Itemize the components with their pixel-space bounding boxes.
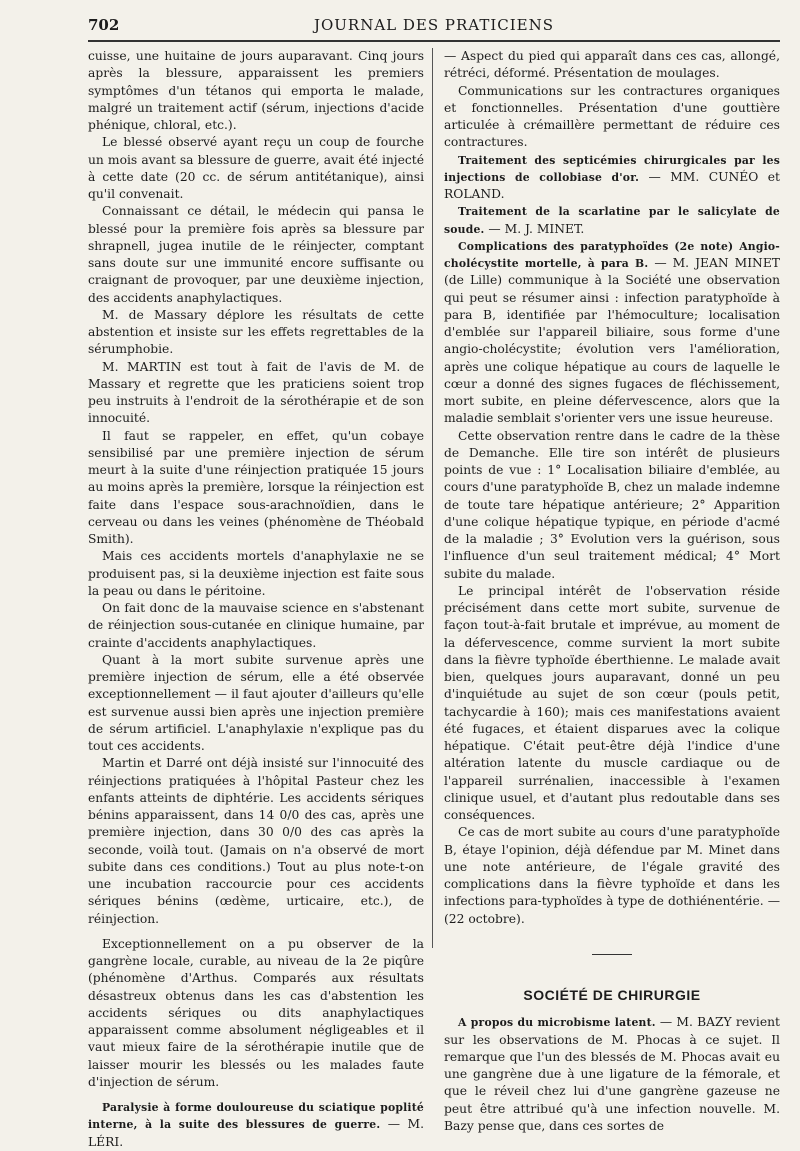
paragraph-text: Exceptionnellement on a pu observer de la gangrène locale, curable, au niveau de la 2e piqûre (phénomène d'Arthus. Comparés aux résultats désastreux obtenus dans les cas d'abstention les accidents sériques ou dits anaphylactiques apparaissent comme absolument négligeables et il vaut mieux faire de la sérothérapie inutile que de laisser mourir les blessés ou les malades faute d'injection de sérum. — [88, 936, 424, 1089]
communication-title: Traitement de la scarlatine par le salicylate de soude. — [444, 205, 780, 236]
communication-title: Paralysie à forme douloureuse du sciatique poplité interne, à la suite des blessures de guerre. — [88, 1101, 424, 1132]
right-paragraph — [444, 83, 780, 152]
right-paragraph — [444, 238, 780, 428]
left-paragraph — [88, 548, 424, 600]
paragraph-text: — Aspect du pied qui apparaît dans ces cas, allongé, rétréci, déformé. Présentation de moulages. — [444, 49, 780, 81]
left-paragraph — [88, 936, 424, 1091]
paragraph-text: On fait donc de la mauvaise science en s'abstenant de réinjection sous-cutanée en clinique humaine, par crainte d'accidents anaphylactiques. — [88, 601, 424, 650]
left-paragraph — [88, 134, 424, 203]
left-paragraph — [88, 48, 424, 134]
paragraph-text: Connaissant ce détail, le médecin qui pansa le blessé pour la première fois après sa blessure par shrapnell, jugea inutile de le réinjecter, comptant sans doute sur une immunité encore suffisante ou craignant de provoquer, par une deuxième injection, des accidents anaphylactiques. — [88, 204, 424, 305]
paragraph-text: Le blessé observé ayant reçu un coup de fourche un mois avant sa blessure de guerre, avait été injecté à cette date (20 cc. de sérum antitétanique), ainsi qu'il convenait. — [88, 135, 424, 201]
paragraph-text: Cette observation rentre dans le cadre de la thèse de Demanche. Elle tire son intérêt de plusieurs points de vue : 1° Localisation biliaire d'emblée, au cours d'une paratyphoïde B, chez un malade indemne de toute tare hépatique antérieure; 2° Apparition d'une colique hépatique typique, en période d'acmé de la maladie ; 3° Evolution vers la guérison, sous l'influence d'un seul traitement médical; 4° Mort subite du malade. — [444, 428, 780, 581]
paragraph-text: — M. BAZY revient sur les observations de M. Phocas à ce sujet. Il remarque que l'un des blessés de M. Phocas avait eu une gangrène due à une ligature de la fémorale, et que le réveil chez lui d'une gangrène gazeuse ne peut être attribué qu'à une infection nouvelle. M. Bazy pense que, dans ces sortes de — [444, 1015, 780, 1133]
right-paragraph — [444, 203, 780, 238]
paragraph-text: — M. JEAN MINET (de Lille) communique à la Société une observation qui peut se résumer ainsi : infection paratyphoïde à para B, identifiée par l'hémoculture; localisation d'emblée sur l'appareil biliaire, sous forme d'une angio-cholécystite; évolution vers l'amélioration, après une colique hépatique au cours de laquelle le cœur a donné des signes fugaces de fléchissement, mort subite, en pleine défervescence, alors que la maladie semblait s'orienter vers une issue heureuse. — [444, 256, 780, 426]
left-paragraph — [88, 1099, 424, 1151]
right-column — [444, 48, 780, 1135]
communication-title: A propos du microbisme latent. — [458, 1016, 656, 1030]
paragraph-text: M. de Massary déplore les résultats de cette abstention et insiste sur les effets regrettables de la sérumphobie. — [88, 307, 424, 357]
left-paragraph — [88, 307, 424, 359]
paragraph-text: — MM. CUNÉO et ROLAND. — [444, 169, 780, 201]
paragraph-text: — M. J. MINET. — [484, 221, 585, 236]
paragraph-text: Il faut se rappeler, en effet, qu'un cobaye sensibilisé par une première injection de sérum meurt à la suite d'une réinjection pratiquée 15 jours au moins après la première, lorsque la réinjection est faite dans l'espace sous-arachnoïdien, dans le cerveau ou dans les veines (phénomène de Théobald Smith). — [88, 428, 424, 546]
right-paragraph — [444, 824, 780, 928]
right-paragraph — [444, 583, 780, 825]
column-divider — [432, 48, 433, 948]
left-paragraph — [88, 652, 424, 756]
left-column — [88, 48, 424, 1151]
paragraph-text: Martin et Darré ont déjà insisté sur l'innocuité des réinjections pratiquées à l'hôpital Pasteur chez les enfants atteints de diphtérie. Les accidents sériques bénins apparaissent, dans 14 0/0 des cas, après une première injection, dans 30 0/0 des cas après la seconde, voilà tout. (Jamais on n'a observé de mort subite dans ces conditions.) Tout au plus note-t-on une incubation raccourcie pour ces accidents sériques bénins (œdème, urticaire, etc.), de réinjection. — [88, 756, 424, 926]
header-rule — [88, 40, 780, 42]
left-paragraph — [88, 428, 424, 549]
paragraph-text: Le principal intérêt de l'observation réside précisément dans cette mort subite, survenue de façon tout-à-fait brutale et imprévue, au moment de la défervescence, comme survient la mort subite dans la fièvre typhoïde éberthienne. Le malade avait bien, quelques jours auparavant, donné un peu d'inquiétude au sujet de son cœur (pouls petit, tachycardie à 160); mais ces manifestations avaient été fugaces, et étaient disparues avec la colique hépatique. C'était peut-être déjà l'indice d'une altération latente du muscle cardiaque ou de l'appareil surrénalien, inaccessible à l'examen clinique usuel, et d'autant plus redoutable dans ses conséquences. — [444, 583, 780, 822]
paragraph-text: Ce cas de mort subite au cours d'une paratyphoïde B, étaye l'opinion, déjà défendue par M. Minet dans une note antérieure, de l'égale gravité des complications dans la fièvre typhoïde et dans les infections para-typhoïdes à type de dothiénentérie. — (22 octobre). — [444, 825, 780, 926]
communication-title: Complications des paratyphoïdes (2e note) Angio-cholécystite mortelle, à para B. — [444, 239, 780, 270]
section-separator — [444, 946, 780, 963]
journal-title: JOURNAL DES PRATICIENS — [313, 16, 555, 34]
paragraph-text: Quant à la mort subite survenue après une première injection de sérum, elle a été observée exceptionnellement — il faut ajouter d'ailleurs qu'elle est survenue aussi bien après une injection première de sérum artificiel. L'anaphylaxie n'explique pas du tout ces accidents. — [88, 652, 424, 753]
section-title: SOCIÉTÉ DE CHIRURGIE — [523, 987, 701, 1003]
right-paragraph — [444, 48, 780, 83]
communication-title: Traitement des septicémies chirurgicales par les injections de collobiase d'or. — [444, 153, 780, 184]
paragraph-text: Communications sur les contractures organiques et fonctionnelles. Présentation d'une gouttière articulée à crémaillère permettant de réduire ces contractures. — [444, 83, 780, 150]
left-paragraph — [88, 755, 424, 928]
paragraph-text: — M. LÉRI. — [88, 1117, 424, 1149]
paragraph-text: Mais ces accidents mortels d'anaphylaxie ne se produisent pas, si la deuxième injection est faite sous la peau ou dans le péritoine. — [88, 549, 424, 598]
chirurgie-paragraph — [444, 1014, 780, 1135]
left-paragraph — [88, 359, 424, 428]
left-paragraph — [88, 600, 424, 652]
right-paragraph — [444, 428, 780, 583]
left-paragraph — [88, 203, 424, 307]
page-number: 702 — [88, 16, 120, 34]
right-paragraph — [444, 152, 780, 204]
paragraph-text: cuisse, une huitaine de jours auparavant. Cinq jours après la blessure, apparaissent les premiers symptômes d'un tétanos qui emporta le malade, malgré un traitement actif (sérum, injections d'acide phénique, chloral, etc.). — [88, 49, 424, 132]
page-header — [88, 14, 780, 40]
paragraph-text: M. MARTIN est tout à fait de l'avis de M. de Massary et regrette que les praticiens soient trop peu instruits à l'endroit de la sérothérapie et de son innocuité. — [88, 359, 424, 426]
